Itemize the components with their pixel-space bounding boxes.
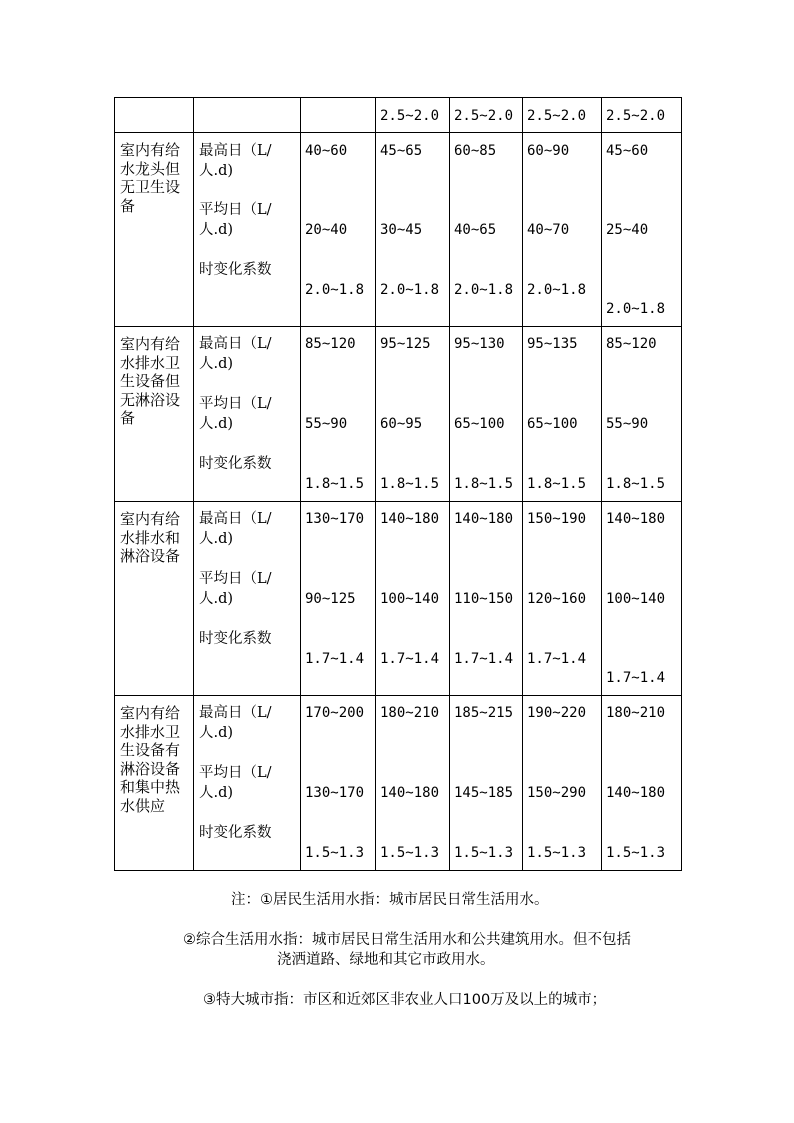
coef-value: 1.5~1.3 <box>305 845 365 861</box>
label-max-day: 最高日（L/人.d) <box>199 511 272 547</box>
avg-day-value: 65~100 <box>454 416 505 432</box>
max-day-value: 95~125 <box>380 336 431 352</box>
max-day-value: 180~210 <box>606 705 666 721</box>
avg-day-value: 25~40 <box>606 222 649 238</box>
label-coef: 时变化系数 <box>199 262 272 278</box>
value-cell <box>523 502 602 696</box>
max-day-value: 95~130 <box>454 336 505 352</box>
coef-value: 2.0~1.8 <box>305 282 365 298</box>
avg-day-value: 145~185 <box>454 785 514 801</box>
coef-value: 1.7~1.4 <box>454 651 514 667</box>
label-max-day: 最高日（L/人.d) <box>199 143 272 179</box>
max-day-value: 95~135 <box>527 336 578 352</box>
value-cell <box>450 327 523 502</box>
table-row <box>115 502 682 696</box>
category-cell: 室内有给水排水卫生设备但无淋浴设备 <box>115 327 194 502</box>
label-coef: 时变化系数 <box>199 825 272 841</box>
coef-value: 1.5~1.3 <box>527 845 587 861</box>
coef-value: 2.0~1.8 <box>606 301 666 317</box>
max-day-value: 190~220 <box>527 705 587 721</box>
value-cell <box>602 327 682 502</box>
value-cell <box>523 133 602 327</box>
coef-value: 1.8~1.5 <box>454 476 514 492</box>
value-cell <box>602 696 682 871</box>
label-coef: 时变化系数 <box>199 631 272 647</box>
avg-day-value: 65~100 <box>527 416 578 432</box>
coef-value: 2.0~1.8 <box>527 282 587 298</box>
category-cell: 室内有给水排水和淋浴设备 <box>115 502 194 696</box>
value-cell <box>301 502 376 696</box>
table-row <box>115 327 682 502</box>
value-cell <box>602 133 682 327</box>
coef-value: 1.7~1.4 <box>380 651 440 667</box>
avg-day-value: 55~90 <box>305 416 348 432</box>
avg-day-value: 110~150 <box>454 591 514 607</box>
value-cell <box>376 696 450 871</box>
label-coef: 时变化系数 <box>199 456 272 472</box>
row-label-cell <box>194 133 301 327</box>
value-cell <box>450 133 523 327</box>
coef-value: 1.7~1.4 <box>527 651 587 667</box>
avg-day-value: 100~140 <box>606 591 666 607</box>
value-cell <box>376 327 450 502</box>
max-day-value: 140~180 <box>380 511 440 527</box>
coef-value: 1.7~1.4 <box>606 670 666 686</box>
coef-value: 2.0~1.8 <box>454 282 514 298</box>
max-day-value: 180~210 <box>380 705 440 721</box>
avg-day-value: 140~180 <box>606 785 666 801</box>
table-row <box>115 133 682 327</box>
avg-day-value: 130~170 <box>305 785 365 801</box>
row-label-cell <box>194 327 301 502</box>
value-cell <box>450 696 523 871</box>
avg-day-value: 20~40 <box>305 222 348 238</box>
label-avg-day: 平均日（L/人.d) <box>199 396 272 432</box>
header-cell <box>301 98 376 133</box>
max-day-value: 85~120 <box>305 336 356 352</box>
category-cell: 室内有给水龙头但无卫生设备 <box>115 133 194 327</box>
header-row <box>115 98 682 133</box>
header-cell <box>602 98 682 133</box>
header-coef: 2.5~2.0 <box>380 108 440 124</box>
value-cell <box>450 502 523 696</box>
max-day-value: 170~200 <box>305 705 365 721</box>
max-day-value: 45~60 <box>606 143 649 159</box>
avg-day-value: 120~160 <box>527 591 587 607</box>
header-coef: 2.5~2.0 <box>606 108 666 124</box>
note-3: ③特大城市指：市区和近郊区非农业人口100万及以上的城市； <box>203 992 607 1008</box>
avg-day-value: 100~140 <box>380 591 440 607</box>
max-day-value: 130~170 <box>305 511 365 527</box>
avg-day-value: 40~70 <box>527 222 570 238</box>
header-cell <box>523 98 602 133</box>
value-cell <box>602 502 682 696</box>
coef-value: 1.8~1.5 <box>380 476 440 492</box>
max-day-value: 85~120 <box>606 336 657 352</box>
coef-value: 1.8~1.5 <box>305 476 365 492</box>
table-row <box>115 696 682 871</box>
max-day-value: 185~215 <box>454 705 514 721</box>
max-day-value: 150~190 <box>527 511 587 527</box>
max-day-value: 140~180 <box>454 511 514 527</box>
max-day-value: 60~90 <box>527 143 570 159</box>
avg-day-value: 90~125 <box>305 591 356 607</box>
water-usage-table <box>114 97 682 871</box>
max-day-value: 40~60 <box>305 143 348 159</box>
row-label-cell <box>194 502 301 696</box>
avg-day-value: 30~45 <box>380 222 423 238</box>
value-cell <box>376 502 450 696</box>
coef-value: 1.7~1.4 <box>305 651 365 667</box>
value-cell <box>301 133 376 327</box>
header-cell <box>115 98 194 133</box>
coef-value: 2.0~1.8 <box>380 282 440 298</box>
coef-value: 1.8~1.5 <box>606 476 666 492</box>
max-day-value: 45~65 <box>380 143 423 159</box>
avg-day-value: 150~290 <box>527 785 587 801</box>
coef-value: 1.5~1.3 <box>380 845 440 861</box>
coef-value: 1.5~1.3 <box>606 845 666 861</box>
coef-value: 1.5~1.3 <box>454 845 514 861</box>
category-cell: 室内有给水排水卫生设备有淋浴设备和集中热水供应 <box>115 696 194 871</box>
value-cell <box>376 133 450 327</box>
label-avg-day: 平均日（L/人.d) <box>199 571 272 607</box>
value-cell <box>523 696 602 871</box>
value-cell <box>523 327 602 502</box>
header-cell <box>450 98 523 133</box>
value-cell <box>301 696 376 871</box>
header-cell <box>376 98 450 133</box>
header-coef: 2.5~2.0 <box>454 108 514 124</box>
avg-day-value: 55~90 <box>606 416 649 432</box>
label-max-day: 最高日（L/人.d) <box>199 336 272 372</box>
avg-day-value: 40~65 <box>454 222 497 238</box>
avg-day-value: 140~180 <box>380 785 440 801</box>
header-coef: 2.5~2.0 <box>527 108 587 124</box>
max-day-value: 60~85 <box>454 143 497 159</box>
label-max-day: 最高日（L/人.d) <box>199 705 272 741</box>
max-day-value: 140~180 <box>606 511 666 527</box>
note-1: 注：①居民生活用水指：城市居民日常生活用水。 <box>231 892 549 908</box>
avg-day-value: 60~95 <box>380 416 423 432</box>
note-2-line-2: 浇洒道路、绿地和其它市政用水。 <box>277 952 495 968</box>
label-avg-day: 平均日（L/人.d) <box>199 765 272 801</box>
header-cell <box>194 98 301 133</box>
note-2-line-1: ②综合生活用水指：城市居民日常生活用水和公共建筑用水。但不包括 <box>183 932 631 948</box>
label-avg-day: 平均日（L/人.d) <box>199 202 272 238</box>
coef-value: 1.8~1.5 <box>527 476 587 492</box>
row-label-cell <box>194 696 301 871</box>
value-cell <box>301 327 376 502</box>
